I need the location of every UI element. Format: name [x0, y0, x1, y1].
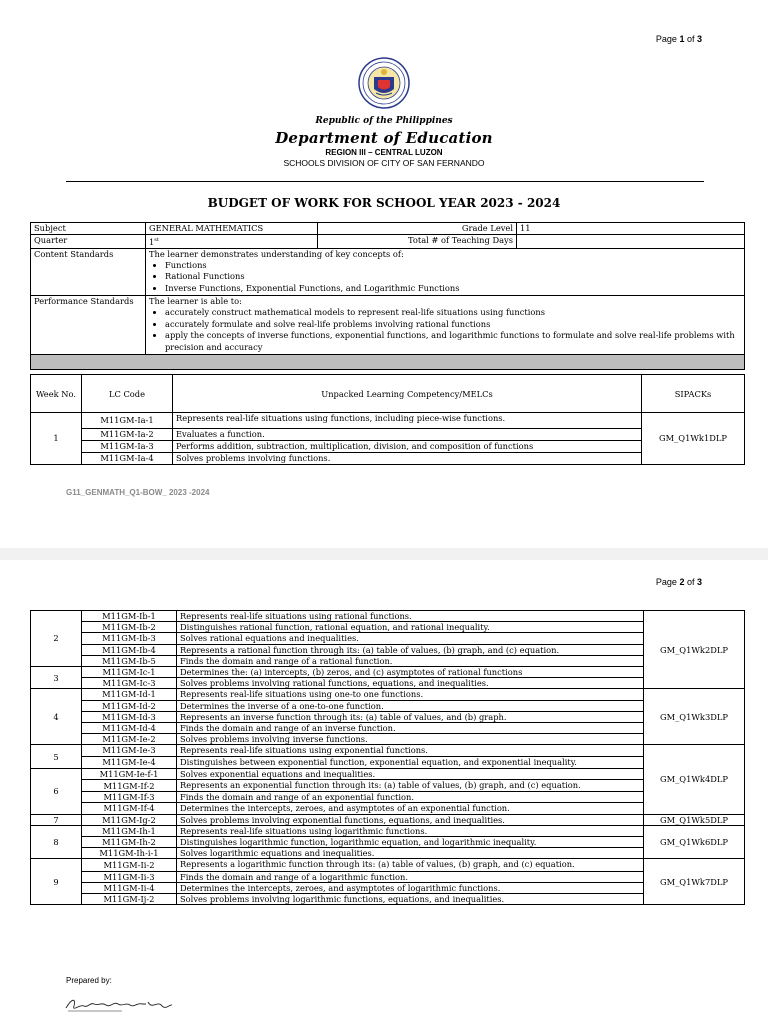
table-row: [31, 655, 745, 666]
table-row: [31, 441, 745, 453]
competency-text: Determines the: (a) intercepts, (b) zeros, and (c) asymptotes of rational functions: [177, 667, 644, 678]
competency-text: Represents real-life situations using exponential functions.: [177, 745, 644, 756]
grade-level-value: 11: [517, 223, 745, 235]
lc-code: M11GM-Id-3: [82, 711, 177, 722]
lc-code: M11GM-Ia-2: [82, 429, 173, 441]
performance-standard-item: • accurately construct mathematical models to represent real-life situations using functions: [165, 307, 741, 319]
quarter-row: [31, 235, 745, 249]
table-row: [31, 792, 745, 803]
week-number: 5: [31, 745, 82, 768]
competency-text: Solves problems involving functions.: [173, 453, 642, 465]
page-current: 1: [679, 34, 685, 44]
table-row: [31, 413, 745, 429]
competency-table-week1: [30, 374, 745, 465]
table-row: [31, 678, 745, 689]
document-title: BUDGET OF WORK FOR SCHOOL YEAR 2023 - 2024: [207, 196, 561, 210]
competency-text: Distinguishes between exponential function, exponential equation, and exponential inequality.: [177, 756, 644, 768]
content-standards-intro: The learner demonstrates understanding of key concepts of:: [149, 248, 404, 259]
performance-standards-intro: The learner is able to:: [149, 296, 242, 307]
page-of: of: [684, 577, 697, 587]
republic-text: Republic of the Philippines: [315, 116, 453, 126]
table-row: [31, 803, 745, 814]
competency-text: Determines the inverse of a one-to-one function.: [177, 700, 644, 711]
competency-text: Represents real-life situations using rational functions.: [177, 611, 644, 622]
page-current: 2: [679, 577, 685, 587]
lc-code: M11GM-Id-2: [82, 700, 177, 711]
performance-standards-cell: [146, 296, 745, 355]
competency-text: Finds the domain and range of an inverse function.: [177, 723, 644, 734]
document-footer: G11_GENMATH_Q1-BOW_ 2023 -2024: [66, 488, 210, 497]
lc-code: M11GM-Ij-2: [82, 894, 177, 905]
table-row: [31, 700, 745, 711]
lc-code: M11GM-Ih-i-1: [82, 848, 177, 859]
table-row: [31, 689, 745, 700]
sipack-code: GM_Q1Wk7DLP: [644, 859, 745, 905]
sipack-code: GM_Q1Wk3DLP: [644, 689, 745, 745]
quarter-number: 1: [149, 236, 155, 247]
table-row: [31, 667, 745, 678]
division-text: SCHOOLS DIVISION OF CITY OF SAN FERNANDO: [283, 158, 485, 168]
sipack-code: GM_Q1Wk2DLP: [644, 611, 745, 689]
week-header: Week No.: [31, 375, 82, 413]
lc-code: M11GM-If-2: [82, 780, 177, 792]
table-row: [31, 848, 745, 859]
table-row: [31, 711, 745, 722]
page-total: 3: [696, 34, 702, 44]
region-text: REGION III – CENTRAL LUZON: [325, 148, 443, 157]
table-row: [31, 814, 745, 825]
competency-text: Solves problems involving rational functions, equations, and inequalities.: [177, 678, 644, 689]
table-row: [31, 859, 745, 871]
lc-code: M11GM-Ia-4: [82, 453, 173, 465]
lc-code: M11GM-Ii-2: [82, 859, 177, 871]
table-row: [31, 633, 745, 644]
competency-text: Solves problems involving exponential functions, equations, and inequalities.: [177, 814, 644, 825]
content-standards-label: Content Standards: [31, 248, 146, 296]
competency-table-body: [31, 611, 745, 905]
lc-code: M11GM-Ia-1: [82, 413, 173, 429]
prepared-by-label: Prepared by:: [66, 976, 112, 985]
competency-text: Represents real-life situations using functions, including piece-wise functions.: [173, 413, 642, 429]
signature-image: [62, 992, 174, 1016]
competency-text: Represents a rational function through its: (a) table of values, (b) graph, and (c) equation.: [177, 644, 644, 655]
lc-code: M11GM-Ib-2: [82, 622, 177, 633]
competency-text: Determines the intercepts, zeroes, and asymptotes of an exponential function.: [177, 803, 644, 814]
lc-code: M11GM-Ii-4: [82, 882, 177, 893]
info-table: [30, 222, 745, 370]
competency-text: Finds the domain and range of a rational function.: [177, 655, 644, 666]
lc-code: M11GM-Ie-4: [82, 756, 177, 768]
table-row: [31, 768, 745, 779]
competency-text: Represents a logarithmic function through its: (a) table of values, (b) graph, and (c) equation.: [177, 859, 644, 871]
table-row: [31, 611, 745, 622]
competency-text: Distinguishes logarithmic function, logarithmic equation, and logarithmic inequality.: [177, 837, 644, 848]
content-standards-cell: [146, 248, 745, 296]
document-page-2: [0, 560, 768, 1024]
competency-text: Solves exponential equations and inequalities.: [177, 768, 644, 779]
competency-text: Distinguishes rational function, rational equation, and rational inequality.: [177, 622, 644, 633]
competency-table-weeks-2-9: [30, 610, 745, 905]
table-row: [31, 756, 745, 768]
separator-cell: [31, 355, 745, 370]
lc-code: M11GM-If-4: [82, 803, 177, 814]
department-title: Department of Education: [275, 129, 493, 147]
competency-header: Unpacked Learning Competency/MELCs: [173, 375, 642, 413]
table-row: [31, 871, 745, 882]
lc-code: M11GM-Ib-4: [82, 644, 177, 655]
lc-code: M11GM-Ie-f-1: [82, 768, 177, 779]
performance-standards-list: [149, 307, 741, 353]
competency-text: Finds the domain and range of an exponential function.: [177, 792, 644, 803]
performance-standards-label: Performance Standards: [31, 296, 146, 355]
table-row: [31, 837, 745, 848]
week-number: 1: [31, 413, 82, 465]
lc-code: M11GM-Ic-1: [82, 667, 177, 678]
competency-text: Represents real-life situations using one-to one functions.: [177, 689, 644, 700]
page-of: of: [684, 34, 697, 44]
quarter-label: Quarter: [31, 235, 146, 249]
lc-code: M11GM-Ic-3: [82, 678, 177, 689]
subject-value: GENERAL MATHEMATICS: [146, 223, 318, 235]
sipack-code: GM_Q1Wk1DLP: [642, 413, 745, 465]
lc-code: M11GM-Ih-1: [82, 825, 177, 836]
sipack-code: GM_Q1Wk4DLP: [644, 745, 745, 814]
table-row: [31, 429, 745, 441]
content-standards-row: [31, 248, 745, 296]
competency-text: Solves rational equations and inequalities.: [177, 633, 644, 644]
page-total: 3: [696, 577, 702, 587]
grade-level-label: Grade Level: [318, 223, 517, 235]
header-divider: [66, 181, 704, 182]
competency-text: Finds the domain and range of a logarithmic function.: [177, 871, 644, 882]
week-number: 4: [31, 689, 82, 745]
content-standard-item: • Functions: [165, 260, 741, 272]
quarter-value: [146, 235, 318, 249]
lc-code: M11GM-Ii-3: [82, 871, 177, 882]
page-label: Page: [655, 577, 680, 587]
table-row: [31, 622, 745, 633]
performance-standards-row: [31, 296, 745, 355]
teaching-days-value: [517, 235, 745, 249]
table-row: [31, 644, 745, 655]
lc-code: M11GM-Ib-3: [82, 633, 177, 644]
deped-seal-logo: [358, 57, 410, 109]
teaching-days-label: Total # of Teaching Days: [318, 235, 517, 249]
lc-code: M11GM-Ih-2: [82, 837, 177, 848]
table-row: [31, 780, 745, 792]
week-number: 8: [31, 825, 82, 859]
competency-text: Determines the intercepts, zeroes, and asymptotes of logarithmic functions.: [177, 882, 644, 893]
content-standard-item: • Inverse Functions, Exponential Functions, and Logarithmic Functions: [165, 283, 741, 295]
page-number: [656, 34, 702, 44]
performance-standard-item: • apply the concepts of inverse functions, exponential functions, and logarithmic functions to formulate and solve real-life problems with precision and accuracy: [165, 330, 741, 353]
content-standards-list: [149, 260, 741, 295]
quarter-suffix: st: [154, 237, 159, 243]
lc-code: M11GM-Ib-1: [82, 611, 177, 622]
table-row: [31, 894, 745, 905]
lc-code: M11GM-If-3: [82, 792, 177, 803]
page-number: [656, 577, 702, 587]
subject-label: Subject: [31, 223, 146, 235]
competency-text: Represents an exponential function through its: (a) table of values, (b) graph, and (c) equation.: [177, 780, 644, 792]
competency-text: Solves problems involving inverse functions.: [177, 734, 644, 745]
table-row: [31, 734, 745, 745]
lc-code: M11GM-Ie-2: [82, 734, 177, 745]
competency-text: Solves logarithmic equations and inequalities.: [177, 848, 644, 859]
table-row: [31, 723, 745, 734]
lc-code-header: LC Code: [82, 375, 173, 413]
competency-text: Solves problems involving logarithmic functions, equations, and inequalities.: [177, 894, 644, 905]
performance-standard-item: • accurately formulate and solve real-life problems involving rational functions: [165, 319, 741, 331]
lc-code: M11GM-Id-4: [82, 723, 177, 734]
lc-code: M11GM-Ib-5: [82, 655, 177, 666]
competency-text: Performs addition, subtraction, multiplication, division, and composition of functions: [173, 441, 642, 453]
table-row: [31, 745, 745, 756]
week-number: 2: [31, 611, 82, 667]
table-row: [31, 882, 745, 893]
week-number: 9: [31, 859, 82, 905]
content-standard-item: • Rational Functions: [165, 271, 741, 283]
lc-code: M11GM-Ia-3: [82, 441, 173, 453]
sipacks-header: SIPACKs: [642, 375, 745, 413]
lc-code: M11GM-Ie-3: [82, 745, 177, 756]
competency-text: Represents real-life situations using logarithmic functions.: [177, 825, 644, 836]
sipack-code: GM_Q1Wk6DLP: [644, 825, 745, 859]
week-number: 3: [31, 667, 82, 689]
competency-text: Evaluates a function.: [173, 429, 642, 441]
competency-text: Represents an inverse function through its: (a) table of values, and (b) graph.: [177, 711, 644, 722]
sipack-code: GM_Q1Wk5DLP: [644, 814, 745, 825]
page-label: Page: [655, 34, 680, 44]
lc-code: M11GM-Id-1: [82, 689, 177, 700]
lc-code: M11GM-Ig-2: [82, 814, 177, 825]
week-number: 6: [31, 768, 82, 814]
separator-row: [31, 355, 745, 370]
table-row: [31, 453, 745, 465]
subject-row: [31, 223, 745, 235]
table-header-row: [31, 375, 745, 413]
week-number: 7: [31, 814, 82, 825]
table-row: [31, 825, 745, 836]
